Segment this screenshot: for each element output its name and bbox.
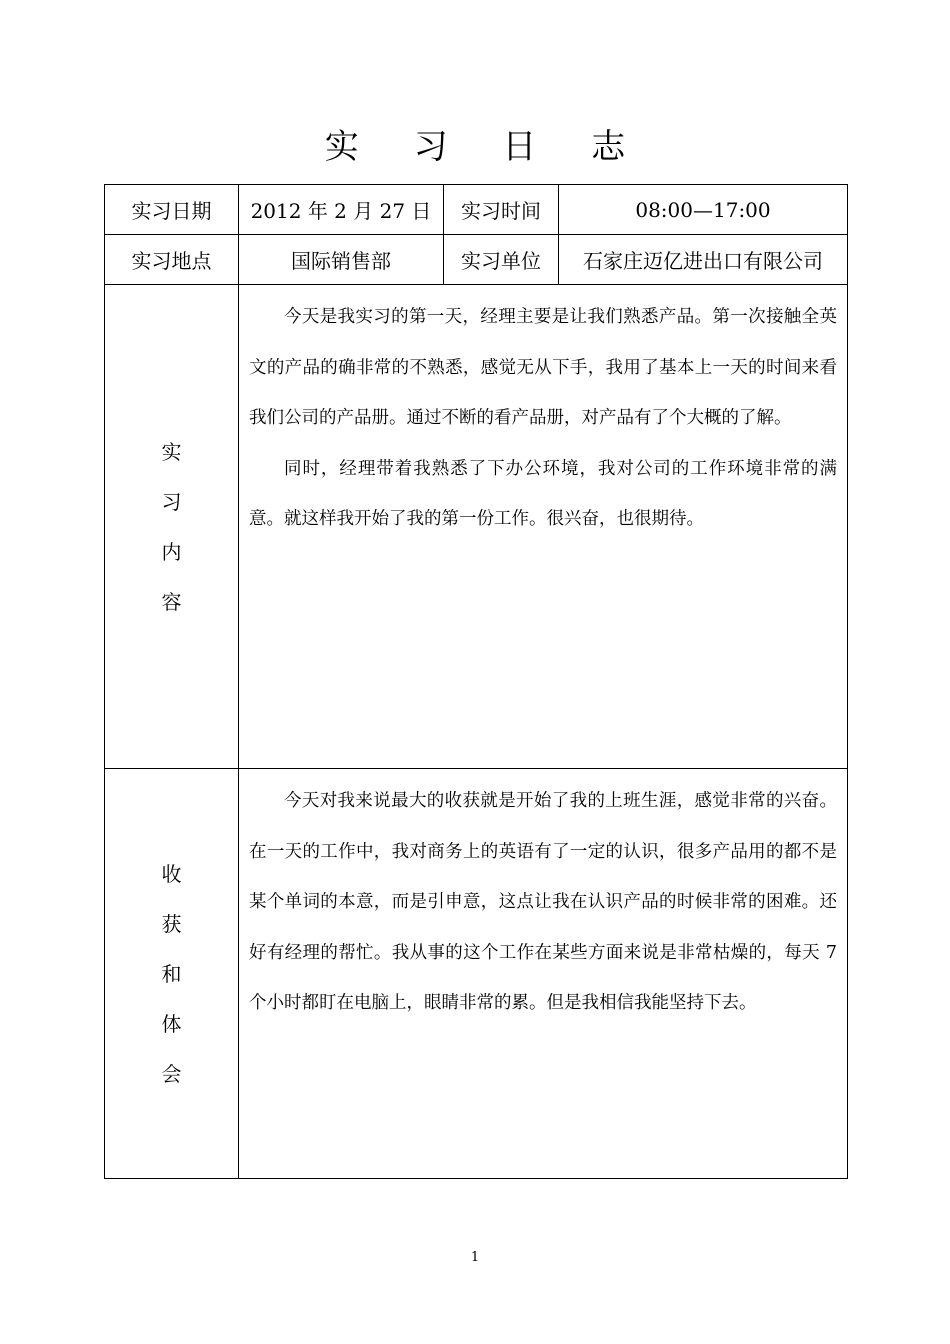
harvest-label-char: 收	[161, 861, 182, 886]
content-paragraph: 同时，经理带着我熟悉了下办公环境，我对公司的工作环境非常的满意。就这样我开始了我的第一份工作。很兴奋，也很期待。	[249, 458, 837, 529]
content-text	[239, 285, 848, 769]
content-paragraph: 今天是我实习的第一天，经理主要是让我们熟悉产品。第一次接触全英文的产品的确非常的不熟悉，感觉无从下手，我用了基本上一天的时间来看我们公司的产品册。通过不断的看产品册，对产品有了个大概的了解。	[249, 307, 837, 428]
content-row	[105, 285, 848, 769]
content-label-char: 实	[161, 439, 182, 464]
date-value: 2012 年 2 月 27 日	[239, 185, 444, 235]
time-value: 08:00—17:00	[559, 185, 848, 235]
internship-log-table	[104, 184, 848, 1179]
harvest-label-char: 体	[161, 1011, 182, 1036]
page-number: 1	[470, 1250, 480, 1265]
time-label: 实习时间	[444, 185, 559, 235]
harvest-label-char: 和	[161, 961, 182, 986]
unit-value: 石家庄迈亿进出口有限公司	[559, 235, 848, 285]
location-label: 实习地点	[105, 235, 239, 285]
date-time-row	[105, 185, 848, 235]
harvest-row	[105, 769, 848, 1179]
content-label-char: 容	[161, 589, 182, 614]
content-label	[105, 285, 239, 769]
location-value: 国际销售部	[239, 235, 444, 285]
harvest-paragraph: 今天对我来说最大的收获就是开始了我的上班生涯，感觉非常的兴奋。在一天的工作中，我对商务上的英语有了一定的认识，很多产品用的都不是某个单词的本意，而是引申意，这点让我在认识产品的时候非常的困难。还好有经理的帮忙。我从事的这个工作在某些方面来说是非常枯燥的，每天 7 个小时都盯在电脑上，眼睛非常的累。但是我相信我能坚持下去。	[249, 791, 837, 1013]
date-label: 实习日期	[105, 185, 239, 235]
harvest-label-char: 会	[161, 1061, 182, 1086]
unit-label: 实习单位	[444, 235, 559, 285]
content-label-char: 习	[161, 489, 182, 514]
location-unit-row	[105, 235, 848, 285]
harvest-text	[239, 769, 848, 1179]
page-title: 实 习 日 志	[324, 127, 648, 167]
content-label-char: 内	[161, 539, 182, 564]
harvest-label	[105, 769, 239, 1179]
harvest-label-char: 获	[161, 911, 182, 936]
